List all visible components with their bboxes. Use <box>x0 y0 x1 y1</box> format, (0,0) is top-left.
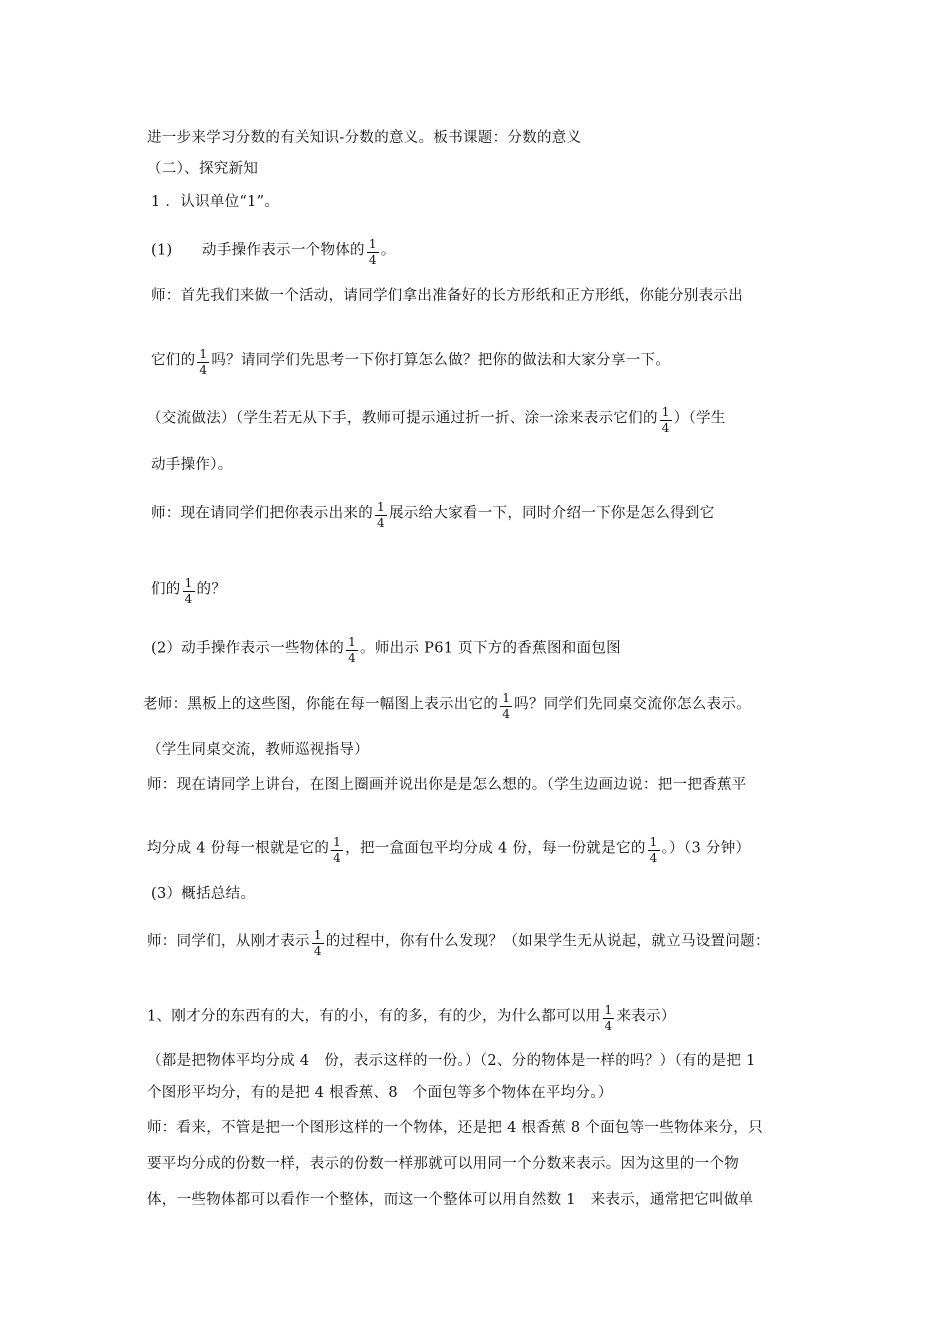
paragraph-line <box>147 1190 753 1210</box>
paragraph-line <box>151 346 670 375</box>
text: （二）、探究新知 <box>147 161 259 177</box>
fraction-one-quarter <box>312 929 324 958</box>
text: 师：首先我们来做一个活动，请同学们拿出准备好的长方形纸和正方形纸，你能分别表示出 <box>151 288 743 304</box>
text: 师：现在请同学上讲台，在图上圈画并说出你是是怎么想的。（学生边画边说：把一把香蕉平 <box>147 777 747 793</box>
paragraph-line <box>147 775 747 795</box>
paragraph-line <box>147 1002 676 1031</box>
fraction-numerator: 1 <box>348 635 357 649</box>
text: （都是把物体平均分成 4 份，表示这样的一份。）（2、分的物体是一样的吗？）（有的是把 1 <box>147 1053 756 1069</box>
fraction-numerator: 1 <box>604 1003 613 1017</box>
text: 进一步来学习分数的有关知识-分数的意义。板书课题：分数的意义 <box>147 130 582 146</box>
fraction-denominator: 4 <box>348 651 357 665</box>
paragraph-line <box>151 499 715 528</box>
text: 师：现在请同学们把你表示出来的 <box>151 505 373 522</box>
text: （学生同桌交流，教师巡视指导） <box>147 742 369 758</box>
fraction-denominator: 4 <box>649 851 658 865</box>
text: ，把一盒面包平均分成 4 份，每一份就是它的 <box>345 840 646 857</box>
fraction-one-quarter <box>367 238 379 267</box>
subsection-heading <box>151 634 621 663</box>
text: 展示给大家看一下，同时介绍一下你是怎么得到它 <box>388 505 715 522</box>
fraction-one-quarter <box>197 348 209 377</box>
text: (1) 动手操作表示一个物体的 <box>151 242 365 259</box>
text: 的过程中，你有什么发现？（如果学生无从说起，就立马设置问题： <box>325 933 770 950</box>
fraction-denominator: 4 <box>199 363 208 377</box>
fraction-denominator: 4 <box>604 1019 613 1033</box>
subsection-heading <box>151 192 279 212</box>
fraction-numerator: 1 <box>502 691 511 705</box>
fraction-one-quarter <box>660 406 672 435</box>
fraction-one-quarter <box>500 692 512 721</box>
text: 。）（3 分钟） <box>661 840 751 857</box>
fraction-denominator: 4 <box>661 421 670 435</box>
paragraph-line <box>151 455 233 475</box>
fraction-numerator: 1 <box>377 500 385 514</box>
fraction-denominator: 4 <box>502 707 511 721</box>
text: 师：看来，不管是把一个图形这样的一个物体，还是把 4 根香蕉 8 个面包等一些物体来分，只 <box>147 1120 763 1136</box>
text: 老师：黑板上的这些图，你能在每一幅图上表示出它的 <box>143 696 499 713</box>
text: 个图形平均分，有的是把 4 根香蕉、8 个面包等多个物体在平均分。） <box>147 1085 613 1101</box>
text: 。 <box>380 242 396 259</box>
text: 来表示） <box>616 1008 676 1025</box>
text: ）（学生 <box>673 410 726 427</box>
text: （交流做法）（学生若无从下手，教师可提示通过折一折、涂一涂来表示它们的 <box>147 410 658 427</box>
text: 吗？同学们先同桌交流你怎么表示。 <box>514 696 751 713</box>
fraction-one-quarter <box>375 501 387 530</box>
fraction-one-quarter <box>331 836 343 865</box>
text: (2）动手操作表示一些物体的 <box>151 640 345 657</box>
paragraph-line <box>147 1154 739 1174</box>
fraction-numerator: 1 <box>313 928 322 942</box>
fraction-denominator: 4 <box>377 516 385 530</box>
fraction-numerator: 1 <box>661 405 670 419</box>
text: 。师出示 P61 页下方的香蕉图和面包图 <box>360 640 621 657</box>
paragraph-line <box>151 286 743 306</box>
paragraph-line <box>147 834 750 863</box>
subsection-heading <box>151 236 396 265</box>
text: 它们的 <box>151 352 196 369</box>
text: 1、刚才分的东西有的大，有的小，有的多，有的少，为什么都可以用 <box>147 1008 601 1025</box>
paragraph-line <box>143 690 751 719</box>
paragraph-line <box>147 1118 763 1138</box>
paragraph-line <box>147 128 581 148</box>
paragraph-line <box>147 404 726 433</box>
paragraph-line <box>147 1083 613 1103</box>
fraction-one-quarter <box>603 1004 615 1033</box>
text: 体，一些物体都可以看作一个整体，而这一个整体可以用自然数 1 来表示，通常把它叫做单 <box>147 1192 754 1208</box>
text: 1 ．认识单位“1”。 <box>151 194 280 210</box>
paragraph-line <box>147 740 369 760</box>
text: 们的 <box>151 581 181 598</box>
paragraph-line <box>147 1051 756 1071</box>
section-heading <box>147 159 258 179</box>
fraction-denominator: 4 <box>368 253 377 267</box>
fraction-denominator: 4 <box>313 944 322 958</box>
text: 的？ <box>196 581 227 598</box>
subsection-heading <box>151 884 255 904</box>
fraction-one-quarter <box>346 636 358 665</box>
text: 师：同学们，从刚才表示 <box>147 933 310 950</box>
fraction-numerator: 1 <box>368 237 377 251</box>
fraction-numerator: 1 <box>649 835 658 849</box>
text: 吗？请同学们先思考一下你打算怎么做？把你的做法和大家分享一下。 <box>211 352 671 369</box>
fraction-numerator: 1 <box>199 347 208 361</box>
fraction-numerator: 1 <box>184 576 193 590</box>
fraction-numerator: 1 <box>333 835 342 849</box>
paragraph-line <box>151 575 226 604</box>
fraction-denominator: 4 <box>333 851 342 865</box>
fraction-one-quarter <box>183 577 195 606</box>
text: 均分成 4 份每一根就是它的 <box>147 840 330 857</box>
fraction-denominator: 4 <box>184 592 193 606</box>
paragraph-line <box>147 927 770 956</box>
text: 要平均分成的份数一样，表示的份数一样那就可以用同一个分数来表示。因为这里的一个物 <box>147 1156 739 1172</box>
text: 动手操作）。 <box>151 457 233 473</box>
text: (3）概括总结。 <box>151 886 256 902</box>
fraction-one-quarter <box>648 836 660 865</box>
